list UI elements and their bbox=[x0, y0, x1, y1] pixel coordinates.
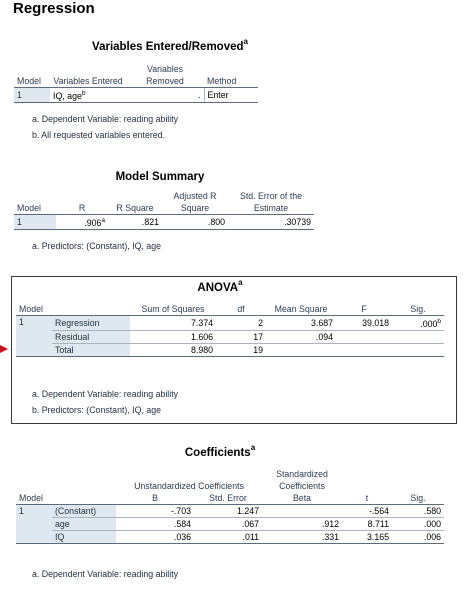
table-row bbox=[16, 316, 444, 331]
col-header-entered: Variables Entered bbox=[53, 76, 123, 86]
method-cell: Enter bbox=[204, 88, 258, 103]
beta-cell bbox=[262, 505, 342, 518]
se-cell: .011 bbox=[194, 531, 262, 544]
coefficients-table bbox=[16, 468, 444, 544]
col-header-sum-of-squares: Sum of Squares bbox=[141, 304, 205, 314]
col-header-beta: Beta bbox=[292, 493, 312, 503]
col-header-sig: Sig. bbox=[410, 304, 426, 314]
ss-cell: 1.606 bbox=[130, 330, 216, 343]
source-cell: Regression bbox=[52, 316, 130, 331]
t-cell: 8.711 bbox=[342, 518, 392, 531]
anova-table-title: ANOVA$^a$ bbox=[197, 278, 243, 294]
col-header-model: Model bbox=[19, 493, 43, 503]
source-cell: Residual bbox=[52, 330, 130, 343]
beta-cell: .331 bbox=[262, 531, 342, 544]
ms-cell bbox=[266, 343, 336, 356]
term-cell: age bbox=[52, 518, 116, 531]
table-row bbox=[16, 518, 444, 531]
f-cell: 39.018 bbox=[336, 316, 392, 331]
f-cell bbox=[336, 343, 392, 356]
b-cell: .584 bbox=[116, 518, 194, 531]
col-header-model: Model bbox=[17, 76, 41, 86]
col-header-df: df bbox=[237, 304, 245, 314]
df-cell: 19 bbox=[216, 343, 266, 356]
col-group-standardized: Standardized Coefficients bbox=[276, 469, 328, 491]
model-summary-note-a: a. Predictors: (Constant), IQ, age bbox=[32, 241, 162, 251]
col-header-model: Model bbox=[19, 304, 43, 314]
ms-cell: 3.687 bbox=[266, 316, 336, 331]
removed-cell: . bbox=[126, 88, 204, 103]
term-cell: IQ bbox=[52, 531, 116, 544]
col-group-unstandardized: Unstandardized Coefficients bbox=[134, 481, 244, 491]
col-header-r: R bbox=[78, 203, 86, 213]
entered-cell: IQ, age$^b$ bbox=[50, 88, 126, 103]
model-summary-title: Model Summary bbox=[115, 171, 205, 183]
model-cell: 1 bbox=[16, 316, 52, 357]
model-cell: 1 bbox=[14, 88, 50, 103]
term-cell: (Constant) bbox=[52, 505, 116, 518]
col-header-source bbox=[52, 303, 130, 316]
ss-cell: 8.980 bbox=[130, 343, 216, 356]
std-error-cell: .30739 bbox=[228, 215, 314, 230]
coefficients-table-title: Coefficients$^a$ bbox=[184, 443, 256, 459]
col-header-method: Method bbox=[207, 76, 237, 86]
col-header-model: Model bbox=[17, 203, 41, 213]
se-cell: .067 bbox=[194, 518, 262, 531]
variables-entered-table bbox=[14, 63, 258, 103]
r-square-cell: .821 bbox=[108, 215, 162, 230]
variables-note-b: b. All requested variables entered. bbox=[32, 130, 166, 140]
table-row bbox=[16, 531, 444, 544]
adj-r-square-cell: .800 bbox=[162, 215, 228, 230]
anova-note-b: b. Predictors: (Constant), IQ, age bbox=[32, 405, 162, 415]
col-header-adjusted-r-square: Adjusted R Square bbox=[173, 191, 217, 213]
col-header-removed: Variables Removed bbox=[146, 64, 184, 86]
col-header-std-error: Std. Error of the Estimate bbox=[239, 191, 303, 213]
variables-note-a: a. Dependent Variable: reading ability bbox=[32, 114, 179, 124]
f-cell bbox=[336, 330, 392, 343]
b-cell: -.703 bbox=[116, 505, 194, 518]
ss-cell: 7.374 bbox=[130, 316, 216, 331]
variables-table-title: Variables Entered/Removed$^a$ bbox=[92, 37, 248, 53]
source-cell: Total bbox=[52, 343, 130, 356]
coefficients-note-a: a. Dependent Variable: reading ability bbox=[32, 569, 179, 579]
sig-cell: .006 bbox=[392, 531, 444, 544]
r-cell: .906$^a$ bbox=[56, 215, 108, 230]
output-heading: Regression bbox=[13, 0, 95, 17]
table-row bbox=[16, 343, 444, 356]
col-header-sig: Sig. bbox=[410, 493, 426, 503]
model-cell: 1 bbox=[16, 505, 52, 544]
table-row bbox=[16, 505, 444, 518]
df-cell: 17 bbox=[216, 330, 266, 343]
col-header-r-square: R Square bbox=[116, 203, 154, 213]
model-summary-table bbox=[14, 190, 314, 230]
ms-cell: .094 bbox=[266, 330, 336, 343]
t-cell: -.564 bbox=[342, 505, 392, 518]
se-cell: 1.247 bbox=[194, 505, 262, 518]
b-cell: .036 bbox=[116, 531, 194, 544]
df-cell: 2 bbox=[216, 316, 266, 331]
col-header-b: B bbox=[152, 493, 158, 503]
sig-cell bbox=[392, 343, 444, 356]
sig-cell bbox=[392, 330, 444, 343]
anova-note-a: a. Dependent Variable: reading ability bbox=[32, 389, 179, 399]
model-cell: 1 bbox=[14, 215, 56, 230]
col-header-std-error: Std. Error bbox=[209, 493, 247, 503]
t-cell: 3.165 bbox=[342, 531, 392, 544]
sig-cell: .580 bbox=[392, 505, 444, 518]
col-header-mean-square: Mean Square bbox=[274, 304, 328, 314]
col-header-t: t bbox=[365, 493, 369, 503]
col-header-term bbox=[52, 492, 116, 505]
sig-cell: .000 bbox=[392, 518, 444, 531]
col-header-f: F bbox=[361, 304, 367, 314]
table-row bbox=[16, 330, 444, 343]
anova-table bbox=[16, 303, 444, 357]
beta-cell: .912 bbox=[262, 518, 342, 531]
sig-cell: .000$^b$ bbox=[392, 316, 444, 331]
red-arrow-icon bbox=[0, 345, 8, 353]
